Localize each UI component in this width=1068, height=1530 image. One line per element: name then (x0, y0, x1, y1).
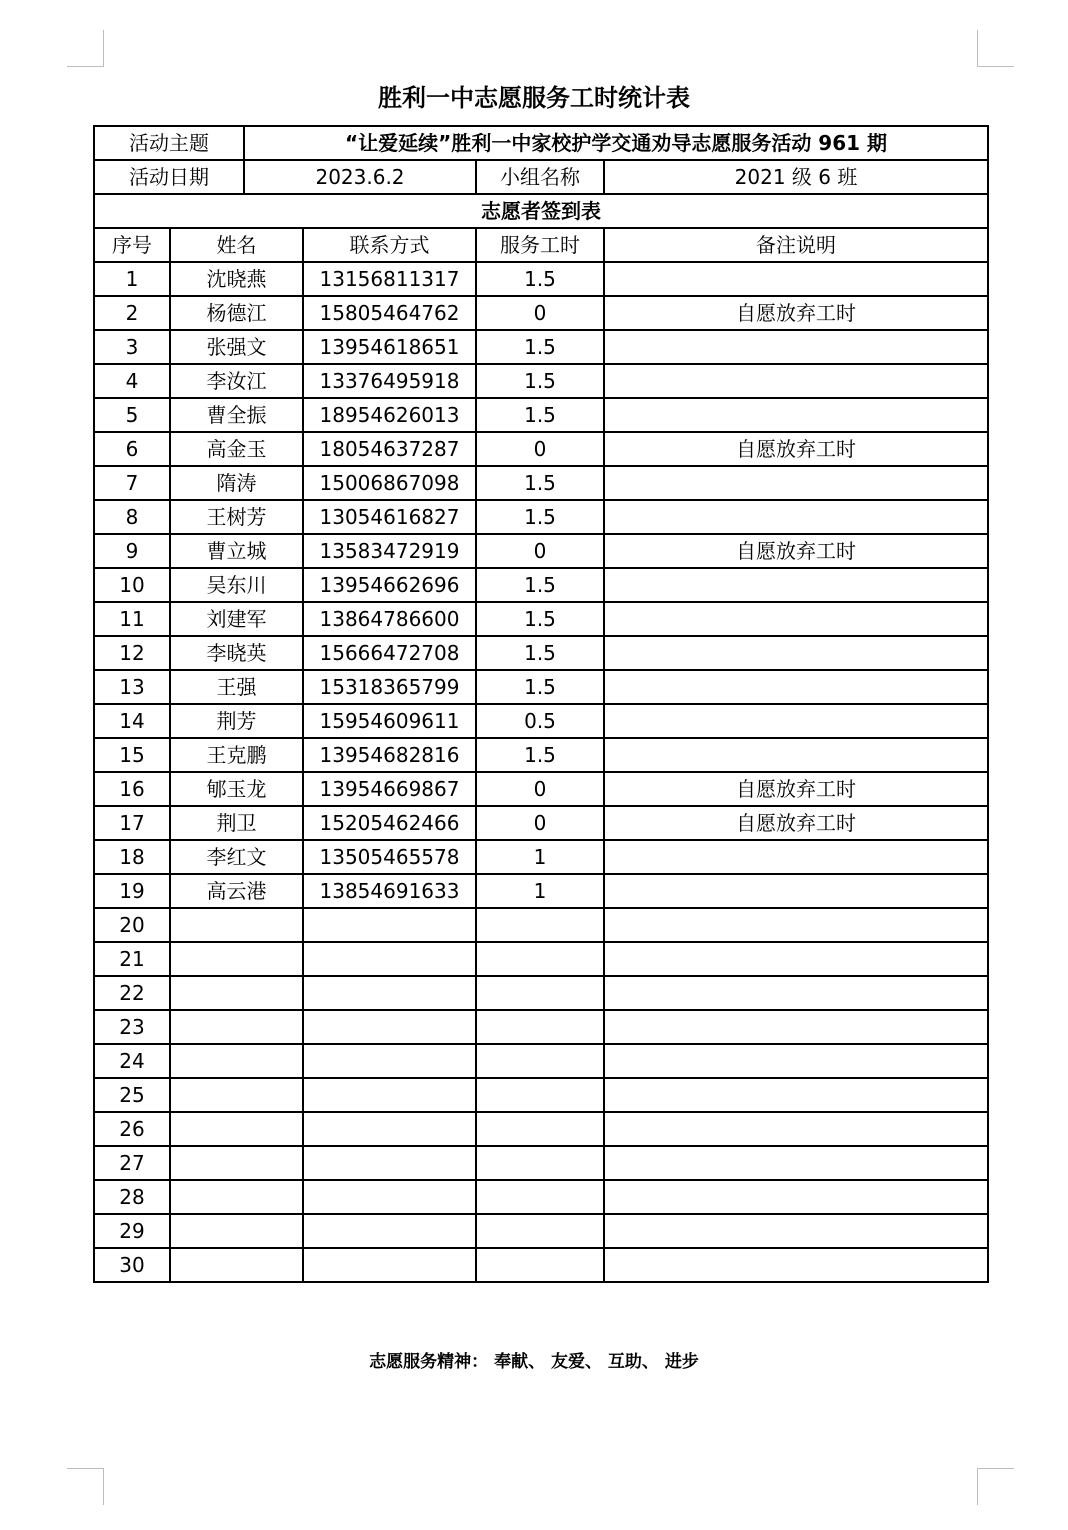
contact-phone-cell: 13376495918 (303, 364, 476, 398)
row-number-cell: 2 (94, 296, 170, 330)
page-corner-mark (67, 1468, 104, 1505)
remark-cell (604, 262, 988, 296)
volunteer-row (94, 1248, 988, 1282)
remark-cell (604, 1214, 988, 1248)
contact-phone-cell (303, 1180, 476, 1214)
header-hours: 服务工时 (476, 228, 604, 262)
volunteer-row (94, 1180, 988, 1214)
row-number-cell: 8 (94, 500, 170, 534)
volunteer-name-cell (170, 1180, 303, 1214)
remark-cell: 自愿放弃工时 (604, 806, 988, 840)
volunteer-row (94, 1044, 988, 1078)
service-hours-cell: 1.5 (476, 670, 604, 704)
activity-theme-label: 活动主题 (94, 126, 244, 160)
activity-date-value: 2023.6.2 (244, 160, 476, 194)
remark-cell: 自愿放弃工时 (604, 296, 988, 330)
volunteer-name-cell (170, 908, 303, 942)
remark-cell (604, 568, 988, 602)
volunteer-name-cell: 郇玉龙 (170, 772, 303, 806)
remark-cell (604, 1044, 988, 1078)
volunteer-row (94, 534, 988, 568)
volunteer-row (94, 806, 988, 840)
service-hours-cell (476, 908, 604, 942)
volunteer-name-cell: 杨德江 (170, 296, 303, 330)
remark-cell (604, 364, 988, 398)
volunteer-name-cell (170, 1146, 303, 1180)
row-number-cell: 9 (94, 534, 170, 568)
service-hours-cell (476, 1112, 604, 1146)
volunteer-name-cell: 高云港 (170, 874, 303, 908)
sheet-title-row (94, 194, 988, 228)
remark-cell (604, 636, 988, 670)
remark-cell (604, 1078, 988, 1112)
remark-cell (604, 500, 988, 534)
volunteer-name-cell: 荆芳 (170, 704, 303, 738)
volunteer-row (94, 398, 988, 432)
row-number-cell: 11 (94, 602, 170, 636)
header-contact: 联系方式 (303, 228, 476, 262)
row-number-cell: 16 (94, 772, 170, 806)
contact-phone-cell: 15805464762 (303, 296, 476, 330)
remark-cell: 自愿放弃工时 (604, 772, 988, 806)
row-number-cell: 22 (94, 976, 170, 1010)
volunteer-name-cell: 沈晓燕 (170, 262, 303, 296)
service-hours-cell: 0 (476, 432, 604, 466)
row-number-cell: 29 (94, 1214, 170, 1248)
activity-date-label: 活动日期 (94, 160, 244, 194)
service-hours-cell: 1 (476, 840, 604, 874)
contact-phone-cell (303, 1248, 476, 1282)
service-hours-cell (476, 1214, 604, 1248)
contact-phone-cell (303, 1078, 476, 1112)
remark-cell (604, 1180, 988, 1214)
volunteer-name-cell: 张强文 (170, 330, 303, 364)
contact-phone-cell (303, 1010, 476, 1044)
service-hours-cell (476, 1146, 604, 1180)
service-hours-cell: 0 (476, 772, 604, 806)
row-number-cell: 20 (94, 908, 170, 942)
sheet-title: 志愿者签到表 (94, 194, 988, 228)
volunteer-row (94, 976, 988, 1010)
volunteer-row (94, 364, 988, 398)
volunteer-row (94, 874, 988, 908)
row-number-cell: 1 (94, 262, 170, 296)
volunteer-name-cell: 曹全振 (170, 398, 303, 432)
contact-phone-cell: 15666472708 (303, 636, 476, 670)
volunteer-row (94, 1078, 988, 1112)
volunteer-row (94, 1010, 988, 1044)
activity-theme-row (94, 126, 988, 160)
service-hours-cell (476, 1078, 604, 1112)
volunteer-row (94, 942, 988, 976)
row-number-cell: 17 (94, 806, 170, 840)
contact-phone-cell: 18054637287 (303, 432, 476, 466)
remark-cell (604, 398, 988, 432)
volunteer-name-cell (170, 1214, 303, 1248)
page-corner-mark (67, 30, 104, 67)
row-number-cell: 13 (94, 670, 170, 704)
contact-phone-cell (303, 1146, 476, 1180)
service-hours-cell (476, 1044, 604, 1078)
remark-cell (604, 466, 988, 500)
volunteer-name-cell: 曹立城 (170, 534, 303, 568)
row-number-cell: 3 (94, 330, 170, 364)
contact-phone-cell: 13156811317 (303, 262, 476, 296)
row-number-cell: 19 (94, 874, 170, 908)
volunteer-row (94, 500, 988, 534)
column-header-row (94, 228, 988, 262)
volunteer-name-cell (170, 1078, 303, 1112)
volunteer-row (94, 1112, 988, 1146)
remark-cell (604, 670, 988, 704)
volunteer-name-cell (170, 1044, 303, 1078)
service-hours-cell: 1.5 (476, 636, 604, 670)
row-number-cell: 7 (94, 466, 170, 500)
remark-cell (604, 1248, 988, 1282)
row-number-cell: 24 (94, 1044, 170, 1078)
service-hours-cell: 1.5 (476, 466, 604, 500)
volunteer-name-cell: 李汝江 (170, 364, 303, 398)
remark-cell (604, 1010, 988, 1044)
volunteer-spirit-footer: 志愿服务精神： 奉献、 友爱、 互助、 进步 (369, 1352, 699, 1372)
contact-phone-cell (303, 1112, 476, 1146)
contact-phone-cell: 13954618651 (303, 330, 476, 364)
volunteer-row (94, 1214, 988, 1248)
contact-phone-cell: 15205462466 (303, 806, 476, 840)
remark-cell (604, 330, 988, 364)
service-hours-cell (476, 1248, 604, 1282)
volunteer-row (94, 738, 988, 772)
volunteer-row (94, 704, 988, 738)
volunteer-row (94, 296, 988, 330)
service-hours-cell: 0 (476, 806, 604, 840)
volunteer-name-cell: 李晓英 (170, 636, 303, 670)
remark-cell (604, 976, 988, 1010)
service-hours-cell: 1.5 (476, 330, 604, 364)
row-number-cell: 26 (94, 1112, 170, 1146)
row-number-cell: 6 (94, 432, 170, 466)
contact-phone-cell: 15006867098 (303, 466, 476, 500)
contact-phone-cell: 13954669867 (303, 772, 476, 806)
volunteer-row (94, 262, 988, 296)
volunteer-row (94, 670, 988, 704)
row-number-cell: 10 (94, 568, 170, 602)
remark-cell (604, 738, 988, 772)
contact-phone-cell: 13583472919 (303, 534, 476, 568)
activity-theme-value: “让爱延续”胜利一中家校护学交通劝导志愿服务活动 961 期 (244, 126, 988, 160)
contact-phone-cell: 13505465578 (303, 840, 476, 874)
volunteer-row (94, 772, 988, 806)
row-number-cell: 15 (94, 738, 170, 772)
volunteer-name-cell: 荆卫 (170, 806, 303, 840)
header-number: 序号 (94, 228, 170, 262)
service-hours-cell: 1.5 (476, 500, 604, 534)
volunteer-row (94, 840, 988, 874)
volunteer-row (94, 432, 988, 466)
volunteer-name-cell (170, 1010, 303, 1044)
service-hours-cell: 0 (476, 296, 604, 330)
contact-phone-cell: 15954609611 (303, 704, 476, 738)
remark-cell: 自愿放弃工时 (604, 534, 988, 568)
remark-cell: 自愿放弃工时 (604, 432, 988, 466)
header-remarks: 备注说明 (604, 228, 988, 262)
page-corner-mark (977, 1468, 1014, 1505)
volunteer-row (94, 568, 988, 602)
contact-phone-cell (303, 1214, 476, 1248)
service-hours-cell: 1.5 (476, 738, 604, 772)
service-hours-cell: 1 (476, 874, 604, 908)
contact-phone-cell (303, 1044, 476, 1078)
service-hours-cell: 1.5 (476, 602, 604, 636)
volunteer-row (94, 330, 988, 364)
row-number-cell: 28 (94, 1180, 170, 1214)
service-hours-cell (476, 976, 604, 1010)
volunteer-name-cell: 刘建军 (170, 602, 303, 636)
service-hours-cell: 1.5 (476, 364, 604, 398)
header-name: 姓名 (170, 228, 303, 262)
contact-phone-cell: 13864786600 (303, 602, 476, 636)
volunteer-name-cell (170, 942, 303, 976)
volunteer-row (94, 602, 988, 636)
row-number-cell: 21 (94, 942, 170, 976)
contact-phone-cell: 13054616827 (303, 500, 476, 534)
volunteer-name-cell: 吴东川 (170, 568, 303, 602)
volunteer-name-cell: 高金玉 (170, 432, 303, 466)
contact-phone-cell (303, 976, 476, 1010)
remark-cell (604, 1112, 988, 1146)
service-hours-cell: 0.5 (476, 704, 604, 738)
remark-cell (604, 874, 988, 908)
contact-phone-cell: 13954682816 (303, 738, 476, 772)
volunteer-name-cell: 王强 (170, 670, 303, 704)
row-number-cell: 18 (94, 840, 170, 874)
volunteer-name-cell: 王树芳 (170, 500, 303, 534)
volunteer-name-cell: 隋涛 (170, 466, 303, 500)
row-number-cell: 27 (94, 1146, 170, 1180)
row-number-cell: 23 (94, 1010, 170, 1044)
service-hours-cell: 1.5 (476, 398, 604, 432)
volunteer-row (94, 908, 988, 942)
contact-phone-cell: 15318365799 (303, 670, 476, 704)
remark-cell (604, 840, 988, 874)
contact-phone-cell: 18954626013 (303, 398, 476, 432)
volunteer-name-cell: 王克鹏 (170, 738, 303, 772)
volunteer-row (94, 636, 988, 670)
service-hours-cell (476, 1180, 604, 1214)
row-number-cell: 12 (94, 636, 170, 670)
remark-cell (604, 704, 988, 738)
row-number-cell: 14 (94, 704, 170, 738)
document-title: 胜利一中志愿服务工时统计表 (378, 84, 690, 112)
service-hours-cell: 0 (476, 534, 604, 568)
volunteer-name-cell (170, 1248, 303, 1282)
volunteer-row (94, 1146, 988, 1180)
service-hours-cell (476, 942, 604, 976)
group-name-label: 小组名称 (476, 160, 604, 194)
remark-cell (604, 942, 988, 976)
service-hours-cell: 1.5 (476, 568, 604, 602)
volunteer-name-cell: 李红文 (170, 840, 303, 874)
row-number-cell: 30 (94, 1248, 170, 1282)
contact-phone-cell: 13954662696 (303, 568, 476, 602)
remark-cell (604, 1146, 988, 1180)
volunteer-row (94, 466, 988, 500)
contact-phone-cell (303, 908, 476, 942)
volunteer-name-cell (170, 1112, 303, 1146)
row-number-cell: 5 (94, 398, 170, 432)
service-hours-cell (476, 1010, 604, 1044)
row-number-cell: 4 (94, 364, 170, 398)
remark-cell (604, 602, 988, 636)
volunteer-name-cell (170, 976, 303, 1010)
page-corner-mark (977, 30, 1014, 67)
service-hours-cell: 1.5 (476, 262, 604, 296)
row-number-cell: 25 (94, 1078, 170, 1112)
activity-date-row (94, 160, 988, 194)
contact-phone-cell: 13854691633 (303, 874, 476, 908)
statistics-table (93, 125, 989, 1283)
remark-cell (604, 908, 988, 942)
group-name-value: 2021 级 6 班 (604, 160, 988, 194)
contact-phone-cell (303, 942, 476, 976)
